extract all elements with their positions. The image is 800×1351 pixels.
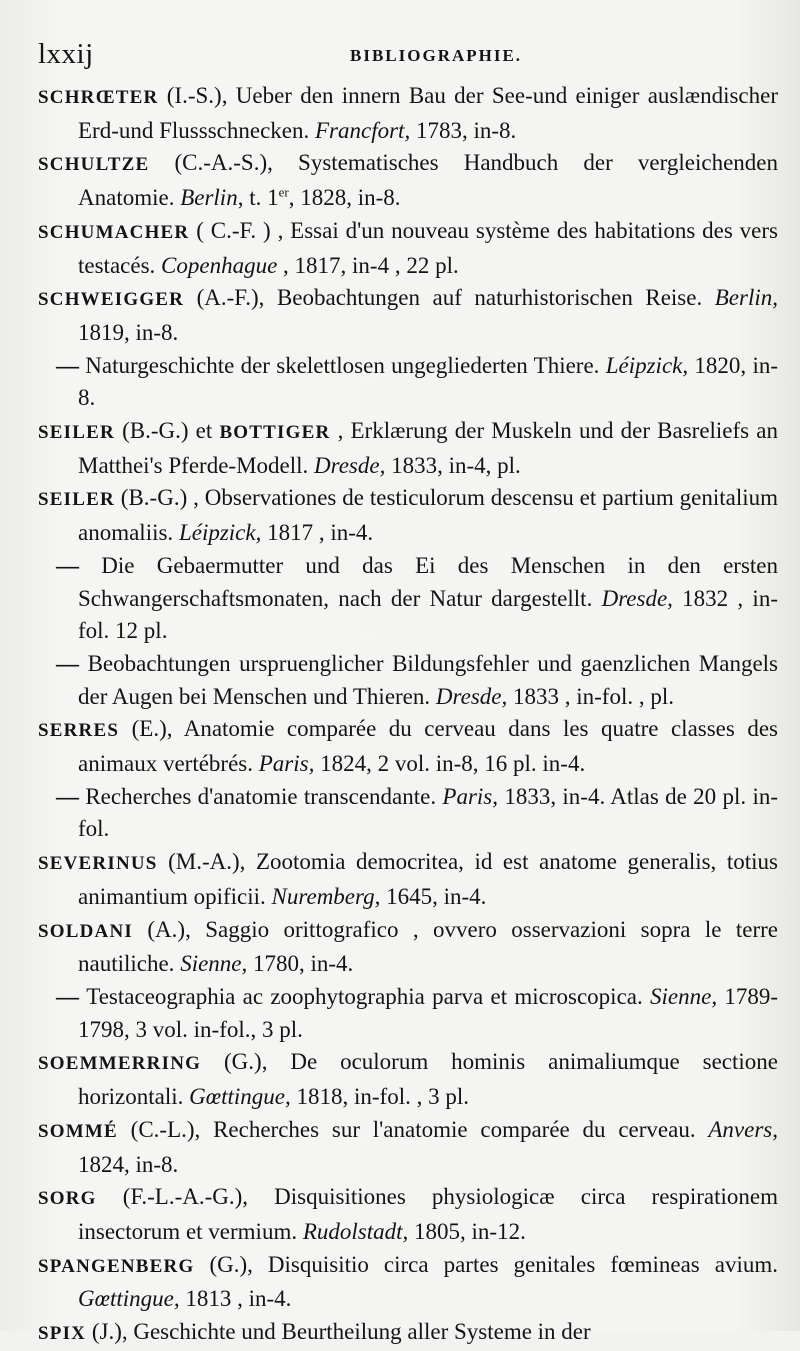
bibliography-entry-continuation [38, 648, 778, 713]
bibliography-entry [38, 1316, 778, 1351]
bibliography-entry [38, 1249, 778, 1316]
bibliography-entry [38, 482, 778, 549]
entry-text: (G.), Disquisitio circa partes genitales fœmineas avium. [194, 1251, 778, 1277]
publication-place: Paris, [258, 751, 315, 777]
entry-text: Naturgeschichte der skelettlosen ungegliederten Thiere. [85, 352, 606, 378]
bibliography-entry [38, 282, 778, 349]
entry-text: Die Gebaermutter und das Ei des Menschen in den ersten Schwangerschaftsmonaten, nach der Natur dargestellt. [78, 552, 778, 611]
entry-text: 1645, in-4. [380, 883, 487, 909]
bibliography-entry [38, 1046, 778, 1113]
author-name: SCHULTZE [38, 154, 150, 176]
entry-text: Beobachtungen urspruenglicher Bildungsfehler und gaenzlichen Mangels der Augen bei Menschen und Thieren. [78, 650, 778, 709]
entry-text: , 1828, in-8. [288, 185, 401, 211]
entry-text: 1817 , in-4. [261, 520, 374, 546]
author-name: SEILER [38, 489, 115, 511]
entry-text: , t. 1 [237, 185, 279, 211]
entry-text: 1833 , in-fol. , pl. [507, 683, 674, 709]
author-name: SPIX [38, 1323, 87, 1345]
entry-text: 1824, 2 vol. in-8, 16 pl. in-4. [314, 751, 586, 777]
entry-text: 1833, in-4. Atlas de 20 pl. in-fol. [78, 783, 779, 842]
entry-text: 1789-1798, 3 vol. in-fol., 3 pl. [78, 983, 779, 1042]
bibliography-entry [38, 914, 778, 981]
author-name: SERRES [38, 720, 120, 742]
same-author-dash: — [56, 783, 86, 809]
bibliography-entries [38, 80, 778, 1351]
publication-place: Berlin, [714, 285, 778, 311]
entry-text: 1813 , in-4. [179, 1286, 292, 1312]
entry-text: ( C.-F. ) , Essai d'un nouveau système des habitations des vers testacés. [78, 217, 778, 278]
bibliography-entry-continuation [38, 981, 778, 1046]
publication-place: Rudolstadt, [302, 1218, 409, 1244]
entry-text: (J.), Geschichte und Beurtheilung aller Systeme in der [86, 1319, 591, 1345]
author-name: SOLDANI [38, 920, 133, 942]
bibliography-entry [38, 415, 778, 482]
entry-text: 1818, in-fol. , 3 pl. [290, 1084, 469, 1110]
entry-text: (A.-F.), Beobachtungen auf naturhistorischen Reise. [184, 285, 715, 311]
publication-place: Francfort, [315, 117, 411, 143]
bibliography-entry [38, 147, 778, 214]
same-author-dash: — [56, 983, 87, 1009]
entry-text: (B.-G.) et [114, 418, 220, 444]
publication-place: Léipzick, [605, 352, 689, 378]
page-header [38, 36, 762, 76]
entry-text: (C.-L.), Recherches sur l'anatomie comparée du cerveau. [117, 1116, 709, 1142]
publication-place: Copenhague [161, 252, 278, 278]
coauthor-name: BOTTIGER [219, 422, 331, 444]
publication-place: Léipzick, [178, 520, 262, 546]
author-name: SOMMÉ [38, 1120, 118, 1142]
author-name: SCHUMACHER [38, 221, 190, 243]
ordinal-superscript: er [278, 184, 289, 200]
entry-text: (B.-G.) , Observationes de testiculorum descensu et partium genitalium anomaliis. [78, 485, 778, 546]
author-name: SOEMMERRING [38, 1053, 202, 1075]
author-name: SCHWEIGGER [38, 289, 185, 311]
bibliography-entry-continuation [38, 350, 778, 415]
author-name: SEVERINUS [38, 853, 158, 875]
entry-text: (A.), Saggio orittografico , ovvero osservazioni sopra le terre nautiliche. [78, 916, 778, 977]
entry-text: , 1817, in-4 , 22 pl. [277, 252, 459, 278]
entry-text: (F.-L.-A.-G.), Disquisitiones physiologicæ circa respirationem insectorum et vermium. [78, 1184, 778, 1244]
same-author-dash: — [56, 352, 86, 378]
entry-text: 1783, in-8. [410, 117, 517, 143]
same-author-dash: — [56, 552, 102, 578]
bibliography-entry [38, 713, 778, 780]
bibliography-entry [38, 215, 778, 282]
bibliography-entry [38, 1181, 778, 1248]
entry-text: Recherches d'anatomie transcendante. [85, 783, 443, 809]
bibliography-entry [38, 80, 778, 147]
entry-text: 1819, in-8. [78, 319, 179, 345]
entry-text: (E.), Anatomie comparée du cerveau dans les quatre classes des animaux vertébrés. [78, 716, 778, 777]
entry-text: (M.-A.), Zootomia democritea, id est anatome generalis, totius animantium opificii. [78, 849, 778, 909]
author-name: SPANGENBERG [38, 1255, 195, 1277]
publication-place: Sienne, [650, 983, 718, 1009]
entry-text: (C.-A.-S.), Systematisches Handbuch der vergleichenden Anatomie. [78, 150, 778, 211]
entry-text: 1820, in-8. [78, 352, 778, 411]
running-head: BIBLIOGRAPHIE. [350, 46, 523, 65]
publication-place: Berlin [180, 185, 238, 211]
bibliography-entry-continuation [38, 781, 778, 846]
publication-place: Dresde, [314, 452, 386, 478]
entry-text: (G.), De oculorum hominis animaliumque sectione horizontali. [78, 1049, 778, 1110]
entry-text: 1805, in-12. [408, 1218, 526, 1244]
bibliography-entry [38, 1114, 778, 1181]
entry-text: 1780, in-4. [247, 951, 354, 977]
entry-text: 1832 , in-fol. 12 pl. [78, 585, 778, 644]
entry-text: (I.-S.), Ueber den innern Bau der See-und einiger auslændischer Erd-und Flussschnecken. [78, 83, 778, 143]
author-name: SEILER [38, 422, 115, 444]
publication-place: Anvers, [708, 1116, 778, 1142]
publication-place: Paris, [442, 783, 499, 809]
entry-text: Testaceographia ac zoophytographia parva et microscopica. [86, 983, 651, 1009]
entry-text: 1833, in-4, pl. [385, 452, 521, 478]
page-number: lxxij [38, 38, 94, 70]
entry-text: 1824, in-8. [78, 1151, 179, 1177]
publication-place: Sienne, [180, 951, 248, 977]
author-name: SORG [38, 1188, 97, 1210]
bibliography-entry [38, 846, 778, 913]
publication-place: Dresde, [601, 585, 673, 611]
bibliography-entry-continuation [38, 550, 778, 648]
publication-place: Gœttingue, [78, 1286, 180, 1312]
author-name: SCHRŒTER [38, 87, 159, 108]
publication-place: Nuremberg, [271, 883, 381, 909]
same-author-dash: — [56, 650, 88, 676]
publication-place: Dresde, [435, 683, 508, 709]
entry-text: , Erklærung der Muskeln und der Basreliefs an Matthei's Pferde-Modell. [78, 418, 778, 478]
publication-place: Gœttingue, [189, 1084, 291, 1110]
